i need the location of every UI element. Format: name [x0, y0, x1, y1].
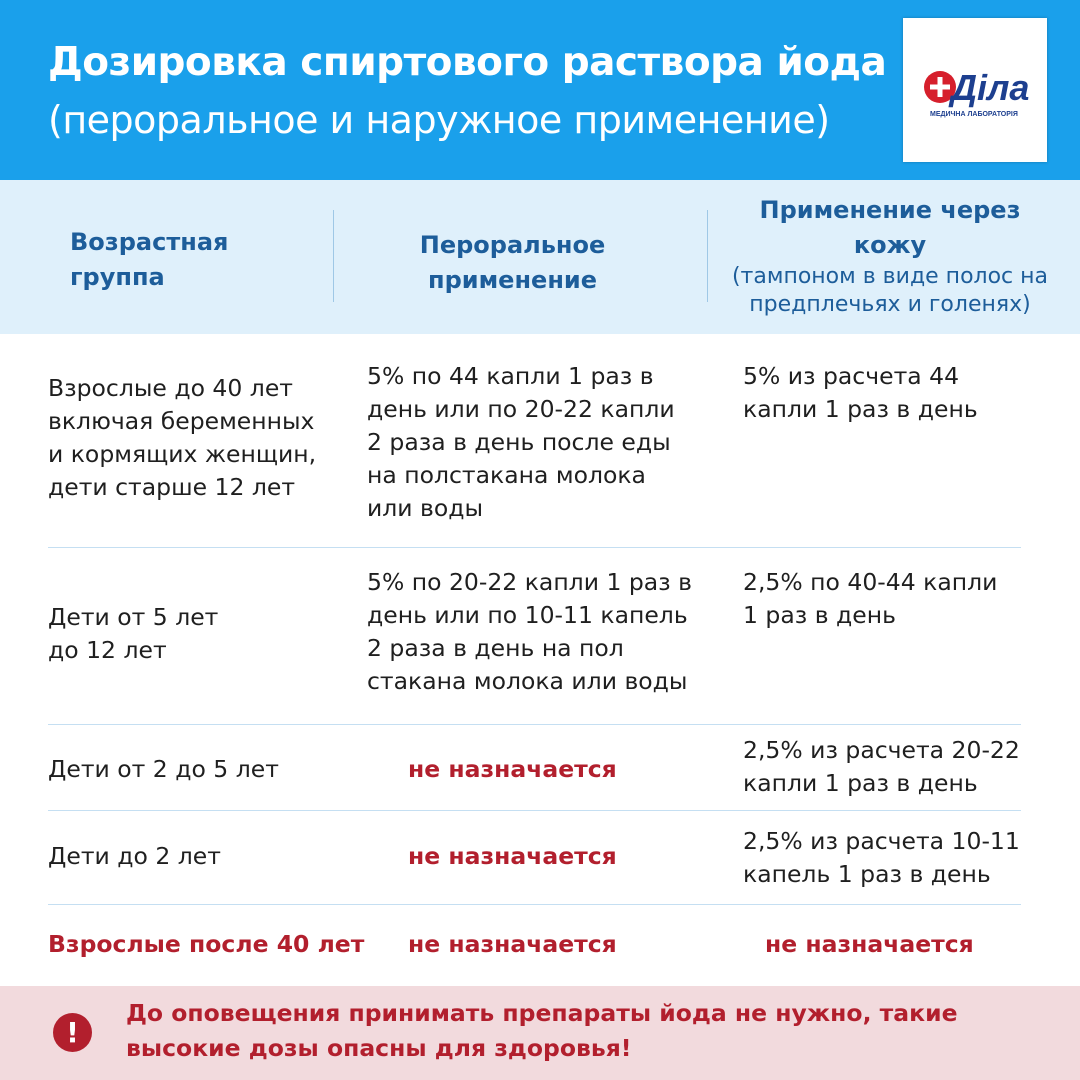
row-5-oral: не назначается [408, 930, 617, 958]
row-3-age: Дети от 2 до 5 лет [48, 755, 279, 783]
row-1-skin: 5% из расчета 44 капли 1 раз в день [743, 362, 978, 423]
row-2-skin: 2,5% по 40-44 капли 1 раз в день [743, 568, 998, 629]
column-header-skin-note: (тампоном в виде полос на предплечьях и голенях) [731, 264, 1049, 317]
column-divider [707, 210, 708, 302]
row-divider [48, 810, 1021, 811]
row-divider [48, 547, 1021, 548]
logo-tagline: МЕДИЧНА ЛАБОРАТОРІЯ [930, 111, 1018, 118]
warning-text: До оповещения принимать препараты йода не нужно, такие высокие дозы опасны для здоровья! [126, 999, 958, 1062]
column-divider [333, 210, 334, 302]
row-divider [48, 724, 1021, 725]
page-subtitle: (пероральное и наружное применение) [48, 98, 830, 142]
row-2-age: Дети от 5 лет до 12 лет [48, 603, 219, 664]
row-1-age: Взрослые до 40 лет включая беременных и кормящих женщин, дети старше 12 лет [48, 374, 317, 501]
row-5-age: Взрослые после 40 лет [48, 930, 365, 958]
row-1-oral: 5% по 44 капли 1 раз в день или по 20-22 капли 2 раза в день после еды на полстакана молока или воды [367, 362, 675, 522]
row-4-age: Дети до 2 лет [48, 842, 221, 870]
header-banner [0, 0, 1080, 180]
row-3-skin: 2,5% из расчета 20-22 капли 1 раз в день [743, 736, 1020, 797]
row-3-oral: не назначается [408, 755, 617, 783]
dila-logo [903, 18, 1047, 162]
table-header [0, 180, 1080, 334]
column-header-oral: Пероральное применение [419, 231, 606, 294]
logo-wordmark: Діла [951, 67, 1030, 108]
row-5-skin: не назначается [765, 930, 974, 958]
column-header-age: Возрастная группа [70, 228, 229, 291]
column-header-skin-title: Применение через кожу [759, 196, 1021, 259]
exclamation-icon: ! [53, 1013, 92, 1052]
row-4-skin: 2,5% из расчета 10-11 капель 1 раз в день [743, 827, 1020, 888]
row-4-oral: не назначается [408, 842, 617, 870]
plus-in-circle-icon [903, 18, 1047, 162]
page-title: Дозировка спиртового раствора йода [48, 40, 887, 85]
column-header-skin [725, 193, 1055, 319]
row-2-oral: 5% по 20-22 капли 1 раз в день или по 10-11 капель 2 раза в день на пол стакана молока или воды [367, 568, 692, 695]
row-divider [48, 904, 1021, 905]
